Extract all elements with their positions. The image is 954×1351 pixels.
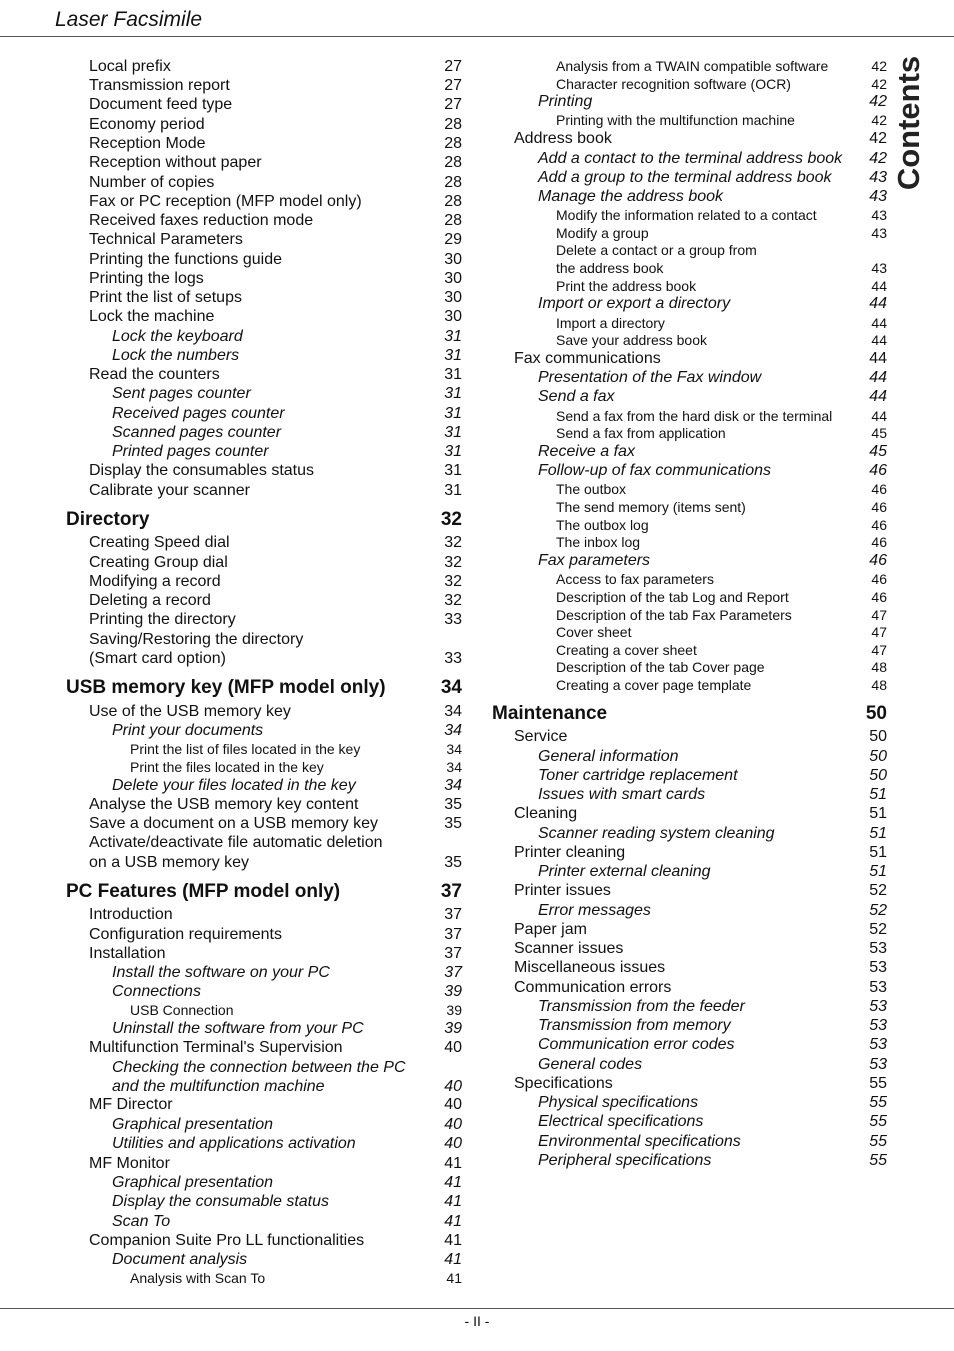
toc-entry-title: Scan To — [112, 1213, 171, 1230]
toc-subsection — [538, 768, 887, 788]
toc-entry-title: Save a document on a USB memory key — [89, 815, 379, 832]
toc-entry-title: Error messages — [538, 902, 651, 919]
toc-entry-title: Modify a group — [556, 225, 649, 241]
toc-entry-page: 53 — [869, 940, 887, 957]
toc-entry-title: Document analysis — [112, 1251, 248, 1268]
toc-entry-page: 46 — [871, 571, 887, 587]
toc-subsection — [538, 1018, 887, 1038]
toc-entry-page: 48 — [871, 677, 887, 693]
toc-entry-title: Printing — [538, 93, 593, 110]
toc-entry-title: Description of the tab Fax Parameters — [556, 607, 792, 623]
toc-entry-page: 55 — [869, 1133, 887, 1150]
toc-entry-title: Creating Speed dial — [89, 534, 230, 551]
toc-entry-title: Connections — [112, 983, 201, 1000]
toc-subsection — [538, 151, 887, 171]
toc-entry-page: 41 — [444, 1193, 462, 1210]
toc-entry-page: 40 — [444, 1039, 462, 1056]
toc-entry-page: 53 — [869, 959, 887, 976]
toc-entry-page: 39 — [444, 983, 462, 1000]
toc-entry-page: 28 — [444, 174, 462, 191]
toc-entry-page: 31 — [444, 443, 462, 460]
toc-entry-title: Graphical presentation — [112, 1174, 273, 1191]
toc-entry-page: 37 — [444, 964, 462, 981]
toc-entry-title: Fax communications — [514, 350, 661, 367]
toc-entry-page: 32 — [444, 534, 462, 551]
toc-entry-page: 31 — [444, 405, 462, 422]
toc-entry-title: Manage the address book — [538, 188, 724, 205]
toc-entry-title: Sent pages counter — [112, 385, 251, 402]
toc-entry-page: 55 — [869, 1075, 887, 1092]
toc-entry-page: 34 — [440, 677, 462, 698]
toc-entry-title: Follow-up of fax communications — [538, 462, 771, 479]
toc-entry-page: 32 — [444, 573, 462, 590]
toc-entry-page: 52 — [869, 882, 887, 899]
toc-entry-page: 40 — [444, 1078, 462, 1095]
toc-chapter — [492, 704, 887, 724]
toc-entry-title: Printer external cleaning — [538, 863, 711, 880]
toc-entry-page: 40 — [444, 1116, 462, 1133]
toc-entry-page: 46 — [871, 589, 887, 605]
toc-section — [514, 845, 887, 865]
toc-entry-page: 31 — [444, 385, 462, 402]
toc-entry-page: 37 — [440, 881, 462, 902]
toc-subsection — [538, 864, 887, 884]
toc-entry-page: 30 — [444, 251, 462, 268]
toc-entry-page: 52 — [869, 921, 887, 938]
toc-entry-title: General codes — [538, 1056, 643, 1073]
toc-entry-page: 43 — [871, 207, 887, 223]
contents-side-label-text: Contents — [891, 55, 926, 191]
toc-entry-title: Saving/Restoring the directory — [89, 631, 304, 648]
toc-entry-page: 47 — [871, 607, 887, 623]
toc-entry-title: Description of the tab Log and Report — [556, 589, 789, 605]
toc-entry-page: 27 — [444, 96, 462, 113]
toc-entry-page: 27 — [444, 77, 462, 94]
toc-entry-title: MF Director — [89, 1096, 173, 1113]
toc-subsection — [538, 903, 887, 923]
toc-entry-page: 42 — [871, 112, 887, 128]
toc-entry-title: Print the files located in the key — [130, 759, 324, 775]
toc-entry-title: Technical Parameters — [89, 231, 243, 248]
toc-subsection — [538, 370, 887, 390]
toc-entry-title: Save your address book — [556, 332, 707, 348]
toc-entry-title: Printing the logs — [89, 270, 204, 287]
footer-divider — [0, 1308, 954, 1309]
toc-entry-page: 47 — [871, 624, 887, 640]
toc-subsection — [538, 999, 887, 1019]
header-title: Laser Facsimile — [55, 8, 203, 31]
toc-subsection — [538, 1153, 887, 1173]
toc-section — [514, 131, 887, 151]
toc-entry-page: 55 — [869, 1094, 887, 1111]
toc-entry-page: 44 — [869, 388, 887, 405]
toc-entry-title: Number of copies — [89, 174, 215, 191]
toc-entry-page: 30 — [444, 289, 462, 306]
toc-entry-page: 53 — [869, 998, 887, 1015]
toc-entry-title: Economy period — [89, 116, 205, 133]
toc-entry-title: Print the list of setups — [89, 289, 242, 306]
toc-subsection — [538, 389, 887, 409]
toc-entry-title: Printer issues — [514, 882, 611, 899]
toc-entry-title: Print the list of files located in the key — [130, 741, 361, 757]
toc-entry-page: 39 — [444, 1020, 462, 1037]
toc-entry-title: Reception Mode — [89, 135, 206, 152]
toc-entry-page: 45 — [869, 443, 887, 460]
toc-entry-page: 42 — [871, 58, 887, 74]
toc-entry-page: 43 — [869, 169, 887, 186]
toc-entry-title: Printing the functions guide — [89, 251, 283, 268]
toc-entry-page: 44 — [869, 350, 887, 367]
toc-entry-page: 44 — [871, 332, 887, 348]
toc-entry-title: Communication errors — [514, 979, 672, 996]
toc-entry-title: Lock the machine — [89, 308, 215, 325]
toc-entry-title: Uninstall the software from your PC — [112, 1020, 364, 1037]
toc-entry-page: 41 — [444, 1251, 462, 1268]
toc-entry-title: Directory — [66, 509, 150, 530]
toc-entry-title: Transmission from the feeder — [538, 998, 745, 1015]
toc-entry-page: 41 — [444, 1155, 462, 1172]
toc-entry-page: 51 — [869, 844, 887, 861]
toc-entry-title: Graphical presentation — [112, 1116, 273, 1133]
toc-entry-title: Companion Suite Pro LL functionalities — [89, 1232, 365, 1249]
toc-entry-title: Scanned pages counter — [112, 424, 282, 441]
toc-entry-page: 35 — [444, 796, 462, 813]
toc-entry-page: 35 — [444, 854, 462, 871]
toc-entry-title: Send a fax from the hard disk or the terminal — [556, 408, 833, 424]
toc-entry-page: 43 — [871, 260, 887, 276]
toc-entry-title: Print your documents — [112, 722, 264, 739]
toc-entry-title: and the multifunction machine — [112, 1078, 325, 1095]
toc-entry-title: Calibrate your scanner — [89, 482, 250, 499]
toc-entry-title: Lock the numbers — [112, 347, 240, 364]
toc-entry-title: Peripheral specifications — [538, 1152, 712, 1169]
toc-entry-title: Import a directory — [556, 315, 665, 331]
toc-entry-title: Reception without paper — [89, 154, 262, 171]
toc-entry-page: 50 — [869, 748, 887, 765]
toc-entry-title: Analysis from a TWAIN compatible software — [556, 58, 829, 74]
toc-entry-page: 46 — [871, 481, 887, 497]
toc-entry-page: 53 — [869, 1036, 887, 1053]
toc-entry-page: 55 — [869, 1113, 887, 1130]
toc-entry-title: USB Connection — [130, 1002, 234, 1018]
toc-entry-page: 46 — [871, 534, 887, 550]
toc-entry-page: 27 — [444, 58, 462, 75]
toc-entry-page: 32 — [444, 592, 462, 609]
toc-entry-title: Install the software on your PC — [112, 964, 330, 981]
toc-entry-page: 40 — [444, 1135, 462, 1152]
toc-subsection — [538, 826, 887, 846]
toc-section — [514, 806, 887, 826]
toc-entry-page: 31 — [444, 366, 462, 383]
toc-entry-title: Physical specifications — [538, 1094, 699, 1111]
toc-entry-title: the address book — [556, 260, 664, 276]
toc-entry-page: 32 — [444, 554, 462, 571]
toc-entry-page: 50 — [869, 767, 887, 784]
toc-subsection — [538, 444, 887, 464]
toc-subsection — [538, 170, 887, 190]
toc-entry-title: Delete your files located in the key — [112, 777, 356, 794]
toc-entry-page: 28 — [444, 116, 462, 133]
toc-entry-title: The outbox — [556, 481, 627, 497]
toc-entry-title: Paper jam — [514, 921, 587, 938]
toc-section — [514, 729, 887, 749]
toc-entry-page: 41 — [444, 1232, 462, 1249]
toc-entry-page: 44 — [871, 278, 887, 294]
toc-subsection — [538, 296, 887, 316]
toc-entry-page: 45 — [871, 425, 887, 441]
toc-entry-page: 34 — [446, 759, 462, 775]
toc-entry-title: Modifying a record — [89, 573, 221, 590]
toc-entry-title: Multifunction Terminal's Supervision — [89, 1039, 343, 1056]
toc-entry-title: Modify the information related to a contact — [556, 207, 817, 223]
toc-entry-page: 53 — [869, 979, 887, 996]
toc-subsubsection — [556, 678, 887, 698]
toc-entry-page: 31 — [444, 424, 462, 441]
toc-entry-title: Add a contact to the terminal address book — [538, 150, 843, 167]
toc-entry-page: 44 — [871, 408, 887, 424]
toc-entry-page: 42 — [869, 130, 887, 147]
toc-entry-title: MF Monitor — [89, 1155, 170, 1172]
toc-entry-page: 55 — [869, 1152, 887, 1169]
toc-entry-page: 51 — [869, 805, 887, 822]
toc-entry-title: Receive a fax — [538, 443, 635, 460]
toc-subsection — [538, 1095, 887, 1115]
toc-entry-title: Access to fax parameters — [556, 571, 714, 587]
toc-entry-title: PC Features (MFP model only) — [66, 881, 341, 902]
toc-entry-page: 29 — [444, 231, 462, 248]
toc-entry-page: 41 — [444, 1213, 462, 1230]
toc-entry-title: Configuration requirements — [89, 926, 282, 943]
toc-entry-title: Creating a cover sheet — [556, 642, 697, 658]
toc-entry-title: Cleaning — [514, 805, 578, 822]
toc-entry-title: Electrical specifications — [538, 1113, 704, 1130]
toc-entry-page: 35 — [444, 815, 462, 832]
toc-entry-title: Printing the directory — [89, 611, 236, 628]
toc-entry-title: on a USB memory key — [89, 854, 250, 871]
toc-subsection — [538, 1134, 887, 1154]
toc-entry-title: Lock the keyboard — [112, 328, 243, 345]
page-number: - II - — [464, 1313, 490, 1329]
toc-entry-title: Checking the connection between the PC — [112, 1059, 406, 1076]
toc-entry-page: 51 — [869, 863, 887, 880]
toc-section — [514, 922, 887, 942]
toc-entry-title: Read the counters — [89, 366, 220, 383]
toc-entry-page: 46 — [869, 552, 887, 569]
toc-entry-page: 37 — [444, 945, 462, 962]
toc-entry-page: 44 — [869, 369, 887, 386]
toc-entry-title: Deleting a record — [89, 592, 211, 609]
toc-entry-page: 31 — [444, 462, 462, 479]
toc-entry-title: General information — [538, 748, 679, 765]
toc-entry-title: Utilities and applications activation — [112, 1135, 356, 1152]
toc-entry-title: Fax parameters — [538, 552, 651, 569]
toc-entry-page: 44 — [871, 315, 887, 331]
toc-entry-title: Fax or PC reception (MFP model only) — [89, 193, 362, 210]
toc-entry-page: 31 — [444, 347, 462, 364]
toc-entry-page: 31 — [444, 328, 462, 345]
toc-entry-page: 42 — [871, 76, 887, 92]
toc-entry-page: 32 — [440, 509, 462, 530]
toc-entry-page: 42 — [869, 93, 887, 110]
toc-entry-title: Add a group to the terminal address book — [538, 169, 832, 186]
toc-entry-page: 51 — [869, 825, 887, 842]
toc-entry-title: Maintenance — [492, 703, 608, 724]
toc-subsection — [538, 553, 887, 573]
toc-section — [514, 1076, 887, 1096]
toc-entry-page: 28 — [444, 193, 462, 210]
toc-entry-page: 28 — [444, 154, 462, 171]
toc-entry-page: 30 — [444, 270, 462, 287]
toc-entry-title: Installation — [89, 945, 166, 962]
toc-entry-page: 41 — [446, 1270, 462, 1286]
toc-section — [514, 980, 887, 1000]
toc-entry-title: Document feed type — [89, 96, 233, 113]
toc-entry-title: Description of the tab Cover page — [556, 659, 765, 675]
toc-section — [514, 941, 887, 961]
toc-entry-title: Creating Group dial — [89, 554, 228, 571]
toc-entry-title: Issues with smart cards — [538, 786, 706, 803]
toc-entry-page: 34 — [444, 722, 462, 739]
toc-entry-title: Received pages counter — [112, 405, 285, 422]
toc-entry-page: 31 — [444, 482, 462, 499]
toc-entry-page: 48 — [871, 659, 887, 675]
toc-entry-title: Activate/deactivate file automatic deletion — [89, 834, 383, 851]
toc-entry-page: 44 — [869, 295, 887, 312]
toc-subsection — [538, 1114, 887, 1134]
toc-entry-title: Delete a contact or a group from — [556, 242, 757, 258]
toc-entry-title: Local prefix — [89, 58, 171, 75]
toc-entry-title: Printing with the multifunction machine — [556, 112, 795, 128]
toc-entry-page: 46 — [871, 499, 887, 515]
toc-entry-page: 28 — [444, 212, 462, 229]
toc-entry-page: 46 — [869, 462, 887, 479]
toc-entry-title: Use of the USB memory key — [89, 703, 291, 720]
toc-entry-title: Send a fax — [538, 388, 615, 405]
toc-entry-title: Toner cartridge replacement — [538, 767, 738, 784]
toc-entry-page: 33 — [444, 611, 462, 628]
toc-entry-title: Printed pages counter — [112, 443, 269, 460]
toc-entry-page: 42 — [869, 150, 887, 167]
toc-entry-title: Service — [514, 728, 568, 745]
toc-entry-page: 28 — [444, 135, 462, 152]
toc-entry-page: 46 — [871, 517, 887, 533]
toc-entry-page: 51 — [869, 786, 887, 803]
toc-entry-title: Display the consumable status — [112, 1193, 329, 1210]
toc-entry-title: Analysis with Scan To — [130, 1270, 266, 1286]
toc-section — [514, 351, 887, 371]
toc-subsection — [538, 463, 887, 483]
toc-entry-title: Creating a cover page template — [556, 677, 752, 693]
toc-entry-page: 37 — [444, 906, 462, 923]
toc-entry-title: Printer cleaning — [514, 844, 626, 861]
toc-subsection — [538, 94, 887, 114]
toc-entry-title: (Smart card option) — [89, 650, 226, 667]
toc-entry-title: Presentation of the Fax window — [538, 369, 762, 386]
toc-entry-page: 50 — [865, 703, 887, 724]
toc-entry-page: 43 — [871, 225, 887, 241]
toc-entry-title: Print the address book — [556, 278, 697, 294]
toc-entry-page: 53 — [869, 1056, 887, 1073]
toc-entry-page: 43 — [869, 188, 887, 205]
toc-entry-title: Scanner reading system cleaning — [538, 825, 775, 842]
toc-entry-title: Transmission report — [89, 77, 230, 94]
toc-entry-title: Communication error codes — [538, 1036, 735, 1053]
toc-entry-title: Environmental specifications — [538, 1133, 741, 1150]
toc-entry-page: 47 — [871, 642, 887, 658]
toc-entry-title: Character recognition software (OCR) — [556, 76, 791, 92]
toc-entry-title: Scanner issues — [514, 940, 624, 957]
toc-section — [514, 883, 887, 903]
toc-entry-title: Address book — [514, 130, 612, 147]
toc-entry-title: Cover sheet — [556, 624, 632, 640]
toc-entry-title: Miscellaneous issues — [514, 959, 666, 976]
toc-entry-title: Received faxes reduction mode — [89, 212, 314, 229]
toc-entry-page: 39 — [446, 1002, 462, 1018]
toc-entry-page: 50 — [869, 728, 887, 745]
toc-subsection — [538, 1057, 887, 1077]
toc-entry-page: 30 — [444, 308, 462, 325]
toc-subsection — [538, 749, 887, 769]
toc-entry-page: 34 — [444, 703, 462, 720]
toc-entry-title: The inbox log — [556, 534, 641, 550]
toc-entry-page: 34 — [444, 777, 462, 794]
toc-entry-title: Transmission from memory — [538, 1017, 731, 1034]
toc-entry-page: 33 — [444, 650, 462, 667]
toc-entry-title: The outbox log — [556, 517, 649, 533]
toc-entry-page: 40 — [444, 1096, 462, 1113]
toc-entry-title: The send memory (items sent) — [556, 499, 746, 515]
toc-entry-page: 41 — [444, 1174, 462, 1191]
toc-entry-page: 34 — [446, 741, 462, 757]
toc-subsection — [538, 189, 887, 209]
toc-entry-page: 52 — [869, 902, 887, 919]
toc-entry-title: Display the consumables status — [89, 462, 314, 479]
toc-subsection — [538, 1037, 887, 1057]
toc-entry-page: 53 — [869, 1017, 887, 1034]
toc-entry-title: Import or export a directory — [538, 295, 731, 312]
toc-entry-title: Specifications — [514, 1075, 613, 1092]
toc-section — [514, 960, 887, 980]
toc-subsection — [538, 787, 887, 807]
toc-entry-title: Analyse the USB memory key content — [89, 796, 359, 813]
toc-entry-title: Introduction — [89, 906, 173, 923]
toc-entry-page: 37 — [444, 926, 462, 943]
toc-entry-title: USB memory key (MFP model only) — [66, 677, 386, 698]
toc-entry-title: Send a fax from application — [556, 425, 726, 441]
